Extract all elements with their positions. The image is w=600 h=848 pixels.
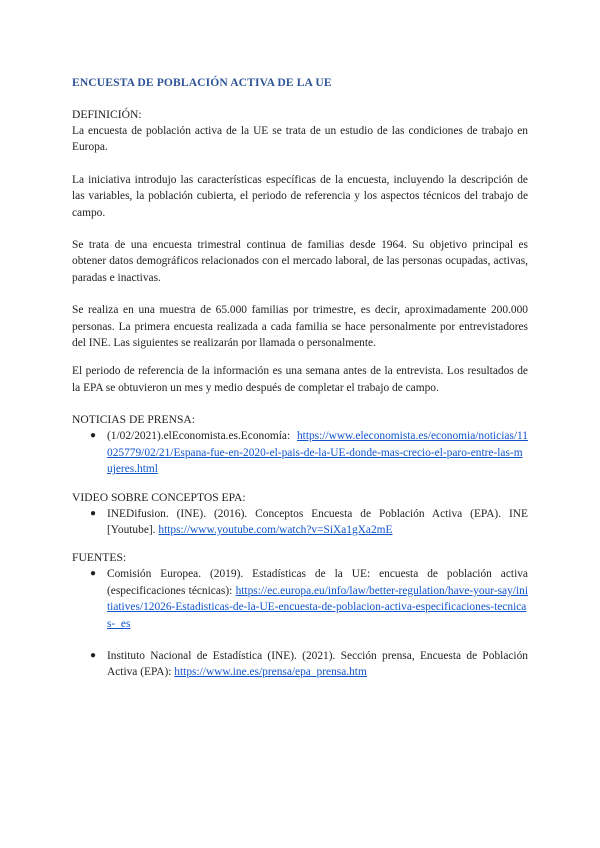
definition-paragraph-4: Se realiza en una muestra de 65.000 familias por trimestre, es decir, aproximadamente 200.000 personas. La primera encuesta realizada a cada familia se hace personalmente por entrevistadores del INE. Las siguientes se realizarán por llamada o personalmente.: [72, 304, 528, 350]
reference-link[interactable]: https://www.youtube.com/watch?v=SiXa1gXa2mE: [158, 523, 393, 536]
press-list: [72, 428, 528, 477]
bullet-icon: ●: [90, 568, 97, 580]
video-heading: VIDEO SOBRE CONCEPTOS EPA:: [72, 490, 246, 504]
press-section: [72, 412, 528, 477]
definition-heading: DEFINICIÓN:: [72, 108, 142, 121]
definition-paragraph-2: La iniciativa introdujo las características específicas de la encuesta, incluyendo la descripción de las variables, la población cubierta, el periodo de referencia y los aspectos técnicos del trabajo de campo.: [72, 173, 528, 219]
bullet-icon: ●: [90, 507, 97, 519]
press-heading: NOTICIAS DE PRENSA:: [72, 413, 196, 427]
list-item: [90, 566, 528, 632]
definition-paragraph-1: La encuesta de población activa de la UE se trata de un estudio de las condiciones de trabajo en Europa.: [72, 125, 528, 154]
video-section: [72, 490, 528, 539]
list-item: [90, 648, 528, 681]
reference-text: INEDifusion. (INE). (2016). Conceptos Encuesta de Población Activa (EPA). INE [Youtube].: [107, 507, 528, 536]
definition-section: [72, 107, 528, 396]
bullet-icon: ●: [90, 649, 97, 661]
reference-text: Instituto Nacional de Estadística (INE). (2021). Sección prensa, Encuesta de Población Activa (EPA):: [107, 649, 528, 679]
bullet-icon: ●: [90, 430, 97, 442]
list-item: [90, 428, 528, 477]
sources-section: [72, 550, 528, 680]
definition-paragraph-3: Se trata de una encuesta trimestral continua de familias desde 1964. Su objetivo principal es obtener datos demográficos relacionados con el mercado laboral, de las personas ocupadas, activas, paradas e inactivas.: [72, 239, 528, 284]
video-list: [72, 506, 528, 539]
reference-link[interactable]: https://www.eleconomista.es/economia/noticias/11025779/02/21/Espana-fue-en-2020-el-pais-de-la-UE-donde-mas-crecio-el-paro-entre-las-mujeres.html: [107, 430, 528, 476]
reference-text: Comisión Europea. (2019). Estadísticas de la UE: encuesta de población activa (especificaciones técnicas):: [107, 568, 528, 597]
list-spacer: [90, 632, 528, 648]
sources-heading: FUENTES:: [72, 551, 127, 565]
list-item: [90, 506, 528, 539]
definition-paragraph-5: El periodo de referencia de la información es una semana antes de la entrevista. Los resultados de la EPA se obtuvieron un mes y medio después de completar el trabajo de campo.: [72, 365, 528, 394]
reference-link[interactable]: https://ec.europa.eu/info/law/better-regulation/have-your-say/initiatives/12026-Estadisticas-de-la-UE-encuesta-de-poblacion-activa-especificaciones-tecnicas-_es: [107, 584, 528, 630]
document-title: ENCUESTA DE POBLACIÓN ACTIVA DE LA UE: [72, 76, 332, 89]
reference-link[interactable]: https://www.ine.es/prensa/epa_prensa.htm: [174, 666, 367, 679]
reference-text: (1/02/2021).elEconomista.es.Economía:: [107, 430, 291, 443]
sources-list: [72, 566, 528, 680]
